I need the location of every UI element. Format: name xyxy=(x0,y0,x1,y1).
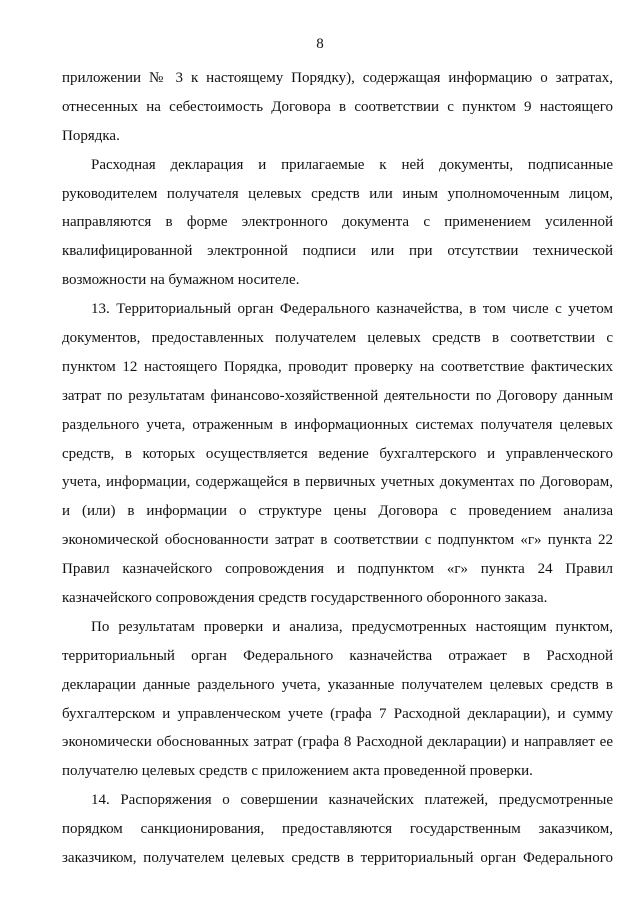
text-line: экономической обоснованности затрат в соответствии с подпунктом «г» пункта 22 xyxy=(62,532,613,549)
body-text xyxy=(62,64,613,873)
text-line: возможности на бумажном носителе. xyxy=(62,272,300,289)
text-line: руководителем получателя целевых средств или иным уполномоченным лицом, xyxy=(62,185,613,202)
paragraph xyxy=(62,151,613,295)
text-line: Расходная декларация и прилагаемые к ней документы, подписанные xyxy=(91,156,613,173)
paragraph xyxy=(62,64,613,151)
paragraph xyxy=(62,295,613,613)
text-line: 13. Территориальный орган Федерального казначейства, в том числе с учетом xyxy=(91,301,613,318)
text-line: Порядка. xyxy=(62,127,120,144)
text-line: территориальный орган Федерального казначейства отражает в Расходной xyxy=(62,647,613,664)
text-line: документов, предоставленных получателем целевых средств в соответствии с xyxy=(62,330,613,347)
text-line: Правил казначейского сопровождения и подпунктом «г» пункта 24 Правил xyxy=(62,561,613,578)
text-line: и (или) в информации о структуре цены Договора с проведением анализа xyxy=(62,503,613,520)
text-line: По результатам проверки и анализа, предусмотренных настоящим пунктом, xyxy=(91,618,613,635)
text-line: средств, в которых осуществляется ведение бухгалтерского и управленческого xyxy=(62,445,613,462)
paragraph xyxy=(62,613,613,786)
text-line: порядком санкционирования, предоставляются государственным заказчиком, xyxy=(62,821,613,838)
text-line: направляются в форме электронного документа с применением усиленной xyxy=(62,214,613,231)
text-line: бухгалтерском и управленческом учете (графа 7 Расходной декларации), и сумму xyxy=(62,705,613,722)
text-line: раздельного учета, отраженным в информационных системах получателя целевых xyxy=(62,416,613,433)
text-line: отнесенных на себестоимость Договора в соответствии с пунктом 9 настоящего xyxy=(62,98,613,115)
text-line: пунктом 12 настоящего Порядка, проводит проверку на соответствие фактических xyxy=(62,358,613,375)
text-line: учета, информации, содержащейся в первичных учетных документах по Договорам, xyxy=(62,474,613,491)
text-line: 14. Распоряжения о совершении казначейских платежей, предусмотренные xyxy=(91,792,613,809)
text-line: получателю целевых средств с приложением акта проведенной проверки. xyxy=(62,763,533,780)
text-line: заказчиком, получателем целевых средств в территориальный орган Федерального xyxy=(62,850,613,867)
text-line: казначейского сопровождения средств государственного оборонного заказа. xyxy=(62,590,548,607)
text-line: экономически обоснованных затрат (графа 8 Расходной декларации) и направляет ее xyxy=(62,734,613,751)
text-line: квалифицированной электронной подписи или при отсутствии технической xyxy=(62,243,613,260)
text-line: приложении № 3 к настоящему Порядку), содержащая информацию о затратах, xyxy=(62,70,613,86)
text-line: декларации данные раздельного учета, указанные получателем целевых средств в xyxy=(62,676,613,693)
paragraph xyxy=(62,786,613,873)
page-number: 8 xyxy=(316,36,324,52)
text-line: затрат по результатам финансово-хозяйственной деятельности по Договору данным xyxy=(62,387,613,404)
